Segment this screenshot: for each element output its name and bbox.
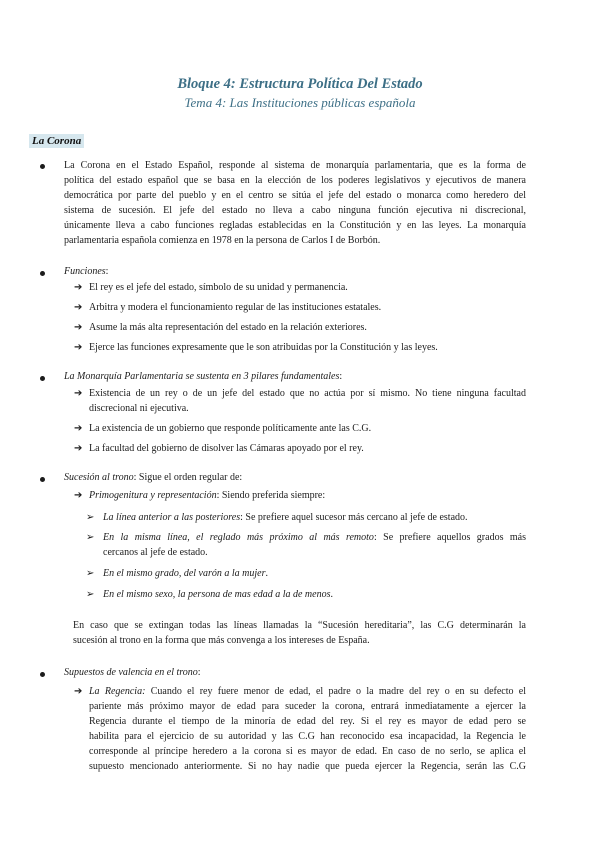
sucesion-heading [64,470,242,486]
bullet-dot [40,376,45,381]
sucesion-rule-cont: cercanos al jefe de estado. [103,547,208,558]
arrow-icon: ➔ [74,302,83,313]
arrow-icon: ➔ [74,388,83,399]
arrow-icon: ➔ [74,342,83,353]
rule-rest: . [330,589,333,600]
rule-italic: En el mismo grado, del varón a la mujer [103,568,266,579]
funciones-heading [64,264,108,280]
primogenitura-label: Primogenitura y representación [89,490,217,501]
rule-rest: : Se prefiere aquel sucesor más cercano al jefe de estado. [240,512,468,523]
monarquia-item-1-cont: discrecional ni ejecutiva. [89,403,189,414]
document-title: Bloque 4: Estructura Política Del Estado [177,76,423,92]
funciones-label: Funciones [64,266,106,277]
bullet-dot [40,164,45,169]
sucesion-rule [103,566,268,582]
monarquia-item-3: La facultad del gobierno de disolver las Cámaras apoyado por el rey. [89,443,364,454]
sucesion-rest: : Sigue el orden regular de: [133,472,243,483]
arrow-icon: ➔ [74,322,83,333]
regencia-line: Regencia durante el tiempo de la minoría de edad del rey. Si el rey es mayor de edad pero se [89,716,526,727]
rule-italic: En el mismo sexo, la persona de mas edad a la de menos [103,589,331,600]
arrow-icon: ➔ [74,443,83,454]
rule-rest: : Se prefiere aquellos grados más [373,532,526,543]
sucesion-label: Sucesión al trono [64,472,134,483]
funciones-colon: : [105,266,109,277]
regencia-line [89,684,526,700]
section-heading-la-corona: La Corona [29,134,84,148]
monarquia-heading [64,369,342,385]
triangle-arrow-icon: ➢ [86,568,95,579]
regencia-text: Cuando el rey fuere menor de edad, el padre o la madre del rey o en su defecto el [150,686,527,697]
supuestos-colon: : [197,667,201,678]
intro-line: únicamente lleva a cabo funciones regladas establecidas en la Constitución y en las leyes. La monarquía [64,220,526,231]
sucesion-rule [103,530,526,546]
regencia-line: corresponde al príncipe heredero a la corona si es mayor de edad. En caso de no serlo, se aplica el [89,746,526,757]
intro-line: política del estado español que se basa en la elección de los poderes legislativos y ejecutivos de manera [64,175,526,186]
supuestos-label: Supuestos de valencia en el trono [64,667,198,678]
rule-italic: La línea anterior a las posteriores [103,512,241,523]
primogenitura-line [89,488,325,504]
intro-line: sistema de sucesión. El jefe del estado no lleva a cabo ninguna función ejecutiva ni discrecional, [64,205,526,216]
rule-italic: En la misma línea, el reglado más próximo al más remoto [103,532,374,543]
monarquia-colon: : [339,371,343,382]
arrow-icon: ➔ [74,686,83,697]
monarquia-item-1: Existencia de un rey o de un jefe del estado que no actúa por sí mismo. No tiene ninguna facultad [89,388,526,399]
document-subtitle: Tema 4: Las Instituciones públicas española [184,95,416,110]
intro-line: democrática por parte del pueblo y en el centro se sitúa el jefe del estado o monarca como heredero del [64,190,526,201]
funciones-item: El rey es el jefe del estado, símbolo de su unidad y permanencia. [89,282,348,293]
triangle-arrow-icon: ➢ [86,589,95,600]
intro-line: La Corona en el Estado Español, responde al sistema de monarquía parlamentaria, que es la forma de [64,160,526,171]
funciones-item: Asume la más alta representación del estado en la relación exteriores. [89,322,367,333]
regencia-line: habilita para el ejercicio de su autoridad y las C.G han reconocido esa incapacidad, la Regencia le [89,731,526,742]
arrow-icon: ➔ [74,490,83,501]
bullet-dot [40,672,45,677]
funciones-item: Ejerce las funciones expresamente que le son atribuidas por la Constitución y las leyes. [89,342,438,353]
regencia-line: pariente más próximo mayor de edad para suceder la corona, entrará inmediatamente a ejercer la [89,701,526,712]
monarquia-item-2: La existencia de un gobierno que responde políticamente ante las C.G. [89,423,372,434]
funciones-item: Arbitra y modera el funcionamiento regular de las instituciones estatales. [89,302,382,313]
supuestos-heading [64,665,201,681]
regencia-label: La Regencia: [89,686,146,697]
bullet-dot [40,477,45,482]
monarquia-label: La Monarquía Parlamentaria se sustenta en 3 pilares fundamentales [64,371,340,382]
sucesion-rule [103,587,333,603]
rule-rest: . [265,568,268,579]
bullet-dot [40,271,45,276]
triangle-arrow-icon: ➢ [86,512,95,523]
sucesion-rule [103,510,468,526]
regencia-line: supuesto mencionado anteriormente. Si no hay nadie que pueda ejercer la Regencia, serán las C.G [89,761,526,772]
triangle-arrow-icon: ➢ [86,532,95,543]
sucesion-closing: En caso que se extingan todas las líneas llamadas la “Sucesión hereditaria”, las C.G determinarán la [73,620,526,631]
intro-line: parlamentaria española comienza en 1978 en la persona de Carlos I de Borbón. [64,235,381,246]
primogenitura-rest: : Siendo preferida siempre: [216,490,326,501]
arrow-icon: ➔ [74,423,83,434]
sucesion-closing-cont: sucesión al trono en la forma que más convenga a los intereses de España. [73,635,370,646]
arrow-icon: ➔ [74,282,83,293]
